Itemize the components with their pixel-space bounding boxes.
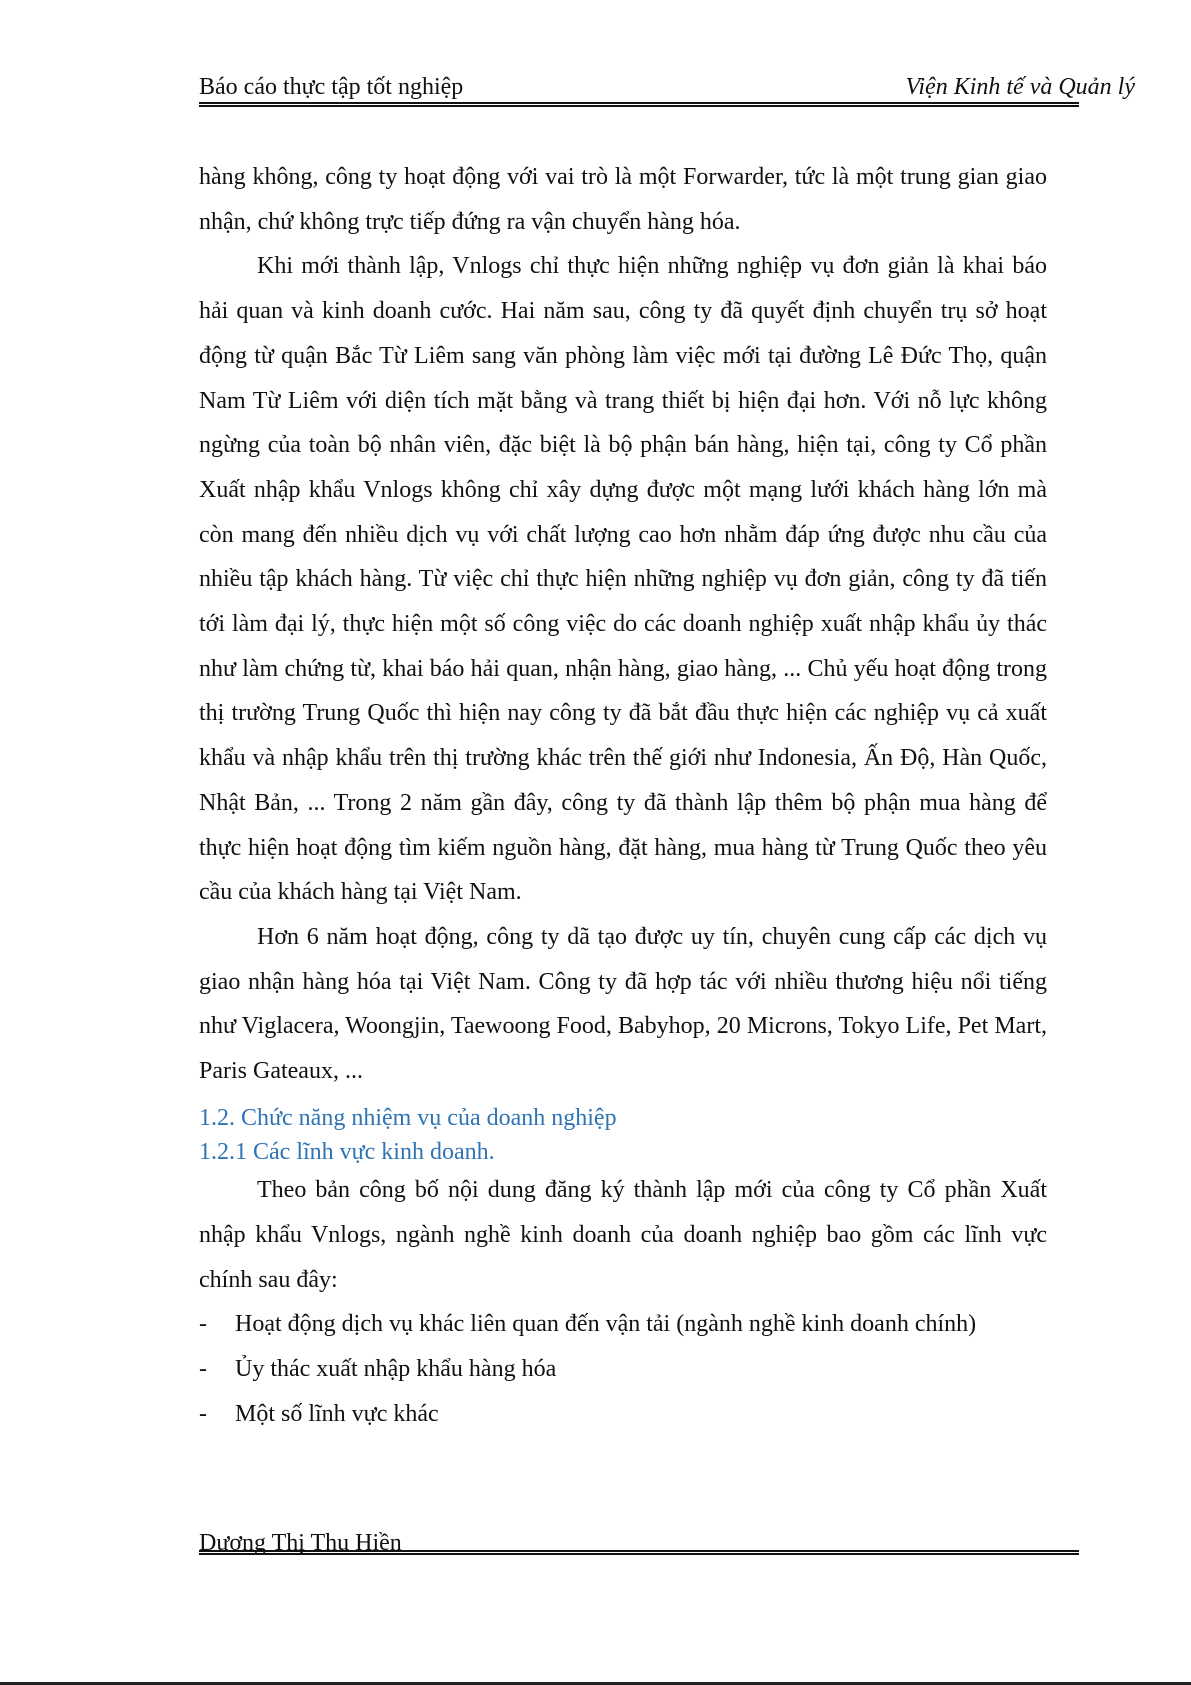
paragraph-4: Theo bản công bố nội dung đăng ký thành lập mới của công ty Cổ phần Xuất nhập khẩu Vnlogs, ngành nghề kinh doanh của doanh nghiệp bao gồm các lĩnh vực chính sau đây: <box>199 1177 1047 1293</box>
report-title: Báo cáo thực tập tốt nghiệp <box>199 74 464 100</box>
list-item-text: Hoạt động dịch vụ khác liên quan đến vận tải (ngành nghề kinh doanh chính) <box>235 1311 977 1338</box>
list-item-text: Ủy thác xuất nhập khẩu hàng hóa <box>235 1356 557 1383</box>
list-item <box>199 1392 1047 1437</box>
bullet-dash: - <box>199 1356 207 1383</box>
footer-double-rule <box>199 1550 1079 1555</box>
list-item-text: Một số lĩnh vực khác <box>235 1400 439 1427</box>
bullet-dash: - <box>199 1400 207 1427</box>
list-item <box>199 1302 1047 1347</box>
page-header <box>199 72 1135 102</box>
header-double-rule <box>199 102 1079 107</box>
document-body <box>199 155 1047 1436</box>
list-item <box>199 1347 1047 1392</box>
paragraph-1: hàng không, công ty hoạt động với vai trò là một Forwarder, tức là một trung gian giao nhận, chứ không trực tiếp đứng ra vận chuyển hàng hóa. <box>199 164 1047 235</box>
paragraph-2: Khi mới thành lập, Vnlogs chỉ thực hiện những nghiệp vụ đơn giản là khai báo hải quan và kinh doanh cước. Hai năm sau, công ty đã quyết định chuyển trụ sở hoạt động từ quận Bắc Từ Liêm sang văn phòng làm việc mới tại đường Lê Đức Thọ, quận Nam Từ Liêm với diện tích mặt bằng và trang thiết bị hiện đại hơn. Với nỗ lực không ngừng của toàn bộ nhân viên, đặc biệt là bộ phận bán hàng, hiện tại, công ty Cổ phần Xuất nhập khẩu Vnlogs không chỉ xây dựng được một mạng lưới khách hàng lớn mà còn mang đến nhiều dịch vụ với chất lượng cao hơn nhằm đáp ứng được nhu cầu của nhiều tập khách hàng. Từ việc chỉ thực hiện những nghiệp vụ đơn giản, công ty đã tiến tới làm đại lý, thực hiện một số công việc do các doanh nghiệp xuất nhập khẩu ủy thác như làm chứng từ, khai báo hải quan, nhận hàng, giao hàng, ... Chủ yếu hoạt động trong thị trường Trung Quốc thì hiện nay công ty đã bắt đầu thực hiện các nghiệp vụ cả xuất khẩu và nhập khẩu trên thị trường khác trên thế giới như Indonesia, Ấn Độ, Hàn Quốc, Nhật Bản, ... Trong 2 năm gần đây, công ty đã thành lập thêm bộ phận mua hàng để thực hiện hoạt động tìm kiếm nguồn hàng, đặt hàng, mua hàng từ Trung Quốc theo yêu cầu của khách hàng tại Việt Nam. <box>199 253 1047 906</box>
bullet-dash: - <box>199 1311 207 1338</box>
footer-author: Dương Thị Thu Hiền <box>199 1530 402 1556</box>
institute-name: Viện Kinh tế và Quản lý <box>905 74 1135 100</box>
paragraph-3: Hơn 6 năm hoạt động, công ty dã tạo được uy tín, chuyên cung cấp các dịch vụ giao nhận hàng hóa tại Việt Nam. Công ty đã hợp tác với nhiều thương hiệu nổi tiếng như Viglacera, Woongjin, Taewoong Food, Babyhop, 20 Microns, Tokyo Life, Pet Mart, Paris Gateaux, ... <box>199 923 1047 1085</box>
section-heading-1-2: 1.2. Chức năng nhiệm vụ của doanh nghiệp <box>199 1104 617 1131</box>
section-heading-1-2-1: 1.2.1 Các lĩnh vực kinh doanh. <box>199 1138 495 1165</box>
